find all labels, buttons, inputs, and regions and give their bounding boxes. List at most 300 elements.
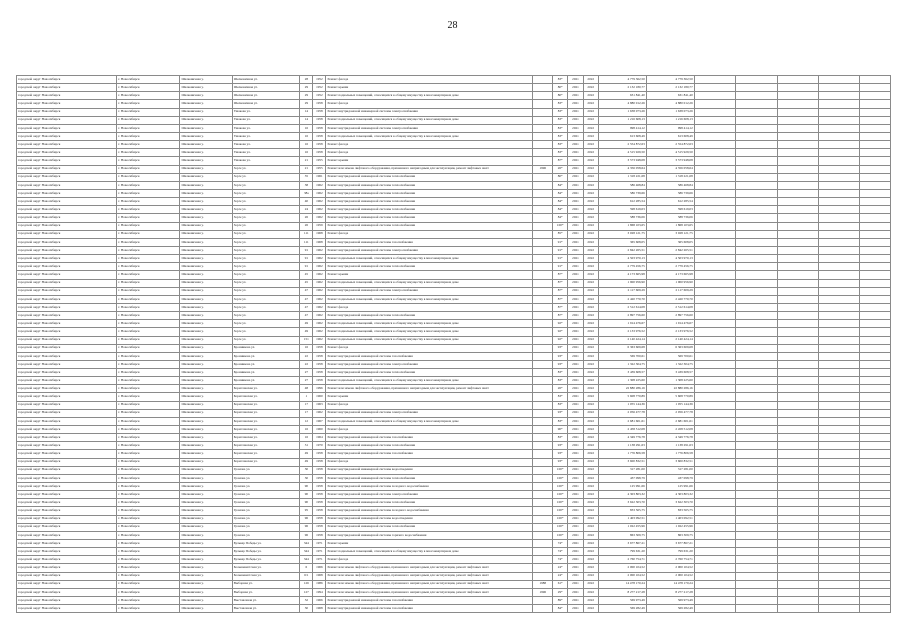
table-cell <box>694 605 735 613</box>
table-cell: Шелковичная у. <box>180 320 232 328</box>
table-cell: Ремонт крыши <box>326 540 533 548</box>
table-cell <box>736 328 777 336</box>
table-cell: 92* <box>553 336 568 344</box>
table-cell: городской округ Новосибирск <box>17 483 117 491</box>
table-cell: 1 <box>300 393 313 401</box>
table-cell: 80* <box>553 92 568 100</box>
table-cell <box>533 181 553 189</box>
table-cell: Шелковичная у. <box>180 271 232 279</box>
table-cell: Шелковичная ул. <box>232 84 300 92</box>
table-cell: 3 439 608,57 <box>598 369 646 377</box>
table-cell: 1 055 144,36 <box>598 401 646 409</box>
table-cell: городской округ Новосибирск <box>17 385 117 393</box>
table-cell: 1971 <box>313 540 326 548</box>
table-cell: Ремонт подвальных помещений, относящихся к общему имуществу в многоквартирном доме <box>326 320 533 328</box>
table-cell: 2 897 756,60 <box>598 312 646 320</box>
table-cell <box>533 499 553 507</box>
table-cell: 2021 <box>568 483 583 491</box>
table-cell: Ремонт внутридомовой инженерной системы электроснабжения <box>326 409 533 417</box>
table-cell: 61* <box>553 580 568 588</box>
table-cell <box>777 263 818 271</box>
table-cell: 14 478 170,24 <box>646 580 694 588</box>
table-cell <box>818 116 859 124</box>
table-cell: 30 <box>300 466 313 474</box>
table-cell <box>533 417 553 425</box>
table-cell <box>736 507 777 515</box>
table-cell: Громова ул. <box>232 491 300 499</box>
table-cell <box>694 141 735 149</box>
table-cell: городской округ Новосибирск <box>17 141 117 149</box>
table-cell: 1996 <box>313 385 326 393</box>
table-cell: городской округ Новосибирск <box>17 320 117 328</box>
table-cell: 45 <box>300 279 313 287</box>
table-cell: 2 512 614,08 <box>598 303 646 311</box>
table-cell: 1958 <box>313 458 326 466</box>
table-cell <box>860 483 891 491</box>
table-cell: 91* <box>553 246 568 254</box>
table-cell <box>818 360 859 368</box>
table-cell: 151 <box>300 336 313 344</box>
table-cell: Ремонт фасада <box>326 556 533 564</box>
table-cell: 87* <box>553 295 568 303</box>
table-cell: 1 322 304,75 <box>598 360 646 368</box>
table-cell: 22 880 286,16 <box>598 385 646 393</box>
table-cell: Бориславская ул. <box>232 409 300 417</box>
table-cell: 85* <box>553 230 568 238</box>
table-cell: 74* <box>553 556 568 564</box>
table-cell <box>533 124 553 132</box>
table-cell: 2021 <box>568 531 583 539</box>
table-cell <box>818 377 859 385</box>
table-cell <box>533 84 553 92</box>
table-cell: 111 <box>300 238 313 246</box>
table-cell <box>777 580 818 588</box>
table-cell <box>694 328 735 336</box>
capital-repair-table <box>16 75 891 613</box>
table-cell: 1962 <box>313 214 326 222</box>
table-cell: г. Новосибирск <box>117 76 180 84</box>
table-cell: 100* <box>553 499 568 507</box>
table-cell: Ремонт внутридомовой инженерной системы теплоснабжения <box>326 312 533 320</box>
table-cell: 2022 <box>583 246 598 254</box>
table-cell <box>694 548 735 556</box>
table-cell: городской округ Новосибирск <box>17 100 117 108</box>
table-cell <box>533 474 553 482</box>
table-cell <box>860 466 891 474</box>
table-cell: 1958 <box>313 141 326 149</box>
table-cell: городской округ Новосибирск <box>17 165 117 173</box>
table-cell: 1958 <box>313 344 326 352</box>
table-cell: г. Новосибирск <box>117 255 180 263</box>
table-cell: г. Новосибирск <box>117 483 180 491</box>
table-cell <box>860 198 891 206</box>
table-cell: 1952 <box>313 84 326 92</box>
table-cell: 2022 <box>583 360 598 368</box>
table-cell <box>818 230 859 238</box>
table-cell: 863 309,75 <box>598 531 646 539</box>
table-cell: 2 132 180,77 <box>598 84 646 92</box>
table-cell: 3 600 832,51 <box>598 458 646 466</box>
table-cell <box>736 198 777 206</box>
table-cell <box>694 401 735 409</box>
table-cell: 84* <box>553 181 568 189</box>
table-cell <box>777 189 818 197</box>
table-cell: 6 363 609,68 <box>646 344 694 352</box>
table-cell: 2021 <box>568 279 583 287</box>
table-row <box>17 312 891 320</box>
table-cell: 12 <box>300 417 313 425</box>
table-cell <box>818 385 859 393</box>
table-cell <box>818 149 859 157</box>
table-cell <box>694 458 735 466</box>
table-cell: 2022 <box>583 401 598 409</box>
table-cell: городской округ Новосибирск <box>17 531 117 539</box>
table-row <box>17 564 891 572</box>
table-cell <box>694 450 735 458</box>
table-cell <box>777 458 818 466</box>
table-cell: 1952 <box>313 92 326 100</box>
table-cell: г. Новосибирск <box>117 417 180 425</box>
table-cell <box>818 548 859 556</box>
table-cell: 1967 <box>313 417 326 425</box>
table-cell: г. Новосибирск <box>117 189 180 197</box>
table-cell: 48 <box>300 385 313 393</box>
table-cell: 2021 <box>568 450 583 458</box>
table-cell: 80* <box>553 84 568 92</box>
table-cell: 96 <box>300 523 313 531</box>
table-cell: городской округ Новосибирск <box>17 409 117 417</box>
table-row <box>17 466 891 474</box>
table-cell: 26 <box>300 222 313 230</box>
table-row <box>17 377 891 385</box>
table-cell: Шелковичная у. <box>180 344 232 352</box>
table-cell: 2022 <box>583 588 598 596</box>
table-cell <box>694 352 735 360</box>
table-cell: г. Новосибирск <box>117 328 180 336</box>
table-cell <box>533 230 553 238</box>
table-cell <box>860 230 891 238</box>
table-cell: 83* <box>553 149 568 157</box>
table-cell <box>736 466 777 474</box>
table-cell: Зорге ул. <box>232 165 300 173</box>
table-cell: г. Новосибирск <box>117 458 180 466</box>
table-cell: 1962 <box>313 295 326 303</box>
table-cell <box>533 548 553 556</box>
table-cell <box>694 474 735 482</box>
table-cell: Ушакова ул. <box>232 124 300 132</box>
table-cell: 93* <box>553 458 568 466</box>
table-cell: 2022 <box>583 556 598 564</box>
table-row <box>17 474 891 482</box>
table-cell: 2022 <box>583 124 598 132</box>
table-row <box>17 181 891 189</box>
table-cell: 96 <box>300 515 313 523</box>
table-cell: 2 760 754,71 <box>646 556 694 564</box>
table-cell: 1962 <box>313 246 326 254</box>
table-row <box>17 336 891 344</box>
table-cell: г. Новосибирск <box>117 279 180 287</box>
table-cell: Бориславская ул. <box>232 401 300 409</box>
table-cell <box>736 588 777 596</box>
table-cell <box>736 491 777 499</box>
table-cell: 2022 <box>583 92 598 100</box>
table-cell: 4 356 058,64 <box>646 165 694 173</box>
table-cell: 4 173 665,98 <box>646 271 694 279</box>
table-cell <box>736 230 777 238</box>
table-cell <box>860 132 891 140</box>
table-cell <box>818 336 859 344</box>
table-cell: 1962 <box>313 287 326 295</box>
table-cell <box>860 328 891 336</box>
table-cell <box>860 84 891 92</box>
table-cell: 4 880 012,26 <box>646 100 694 108</box>
table-cell: г. Новосибирск <box>117 507 180 515</box>
table-cell <box>736 238 777 246</box>
table-cell: Ремонт внутридомовой инженерной системы теплоснабжения <box>326 222 533 230</box>
table-cell <box>533 173 553 181</box>
table-cell: Ремонт подвальных помещений, относящихся к общему имуществу в многоквартирном доме <box>326 328 533 336</box>
table-cell: г. Новосибирск <box>117 499 180 507</box>
table-cell: 89* <box>553 597 568 605</box>
table-cell: 126 <box>300 580 313 588</box>
table-cell: 2 132 180,77 <box>646 84 694 92</box>
table-cell: Ремонт внутридомовой инженерной системы электроснабжения <box>326 360 533 368</box>
table-cell <box>777 564 818 572</box>
table-cell <box>860 499 891 507</box>
table-cell <box>777 597 818 605</box>
table-cell: 2021 <box>568 409 583 417</box>
table-cell: Большевистская ул. <box>232 564 300 572</box>
table-cell: 2022 <box>583 279 598 287</box>
table-cell <box>777 181 818 189</box>
table-cell: Ремонт внутридомовой инженерной системы электроснабжения <box>326 124 533 132</box>
table-cell: г. Новосибирск <box>117 157 180 165</box>
table-cell: 29 <box>300 100 313 108</box>
table-cell: 29* <box>553 588 568 596</box>
table-row <box>17 149 891 157</box>
table-cell <box>694 303 735 311</box>
table-cell: Зорге ул. <box>232 222 300 230</box>
table-cell: 2022 <box>583 499 598 507</box>
table-cell: городской округ Новосибирск <box>17 515 117 523</box>
table-cell <box>694 222 735 230</box>
table-cell <box>860 515 891 523</box>
table-cell: 2021 <box>568 157 583 165</box>
table-cell: городской округ Новосибирск <box>17 417 117 425</box>
table-cell: Шелковичная у. <box>180 92 232 100</box>
table-cell <box>777 312 818 320</box>
table-cell: Шелковичная у. <box>180 100 232 108</box>
table-cell: 2022 <box>583 312 598 320</box>
table-cell: городской округ Новосибирск <box>17 369 117 377</box>
table-cell: 612 285,54 <box>598 198 646 206</box>
table-cell: 16 <box>300 149 313 157</box>
table-cell: 1958 <box>313 515 326 523</box>
table-cell <box>694 124 735 132</box>
table-cell: Ремонт внутридомовой инженерной системы теплоснабжения <box>326 263 533 271</box>
table-cell: г. Новосибирск <box>117 377 180 385</box>
table-cell: 93* <box>553 360 568 368</box>
table-cell <box>736 303 777 311</box>
table-cell: 2021 <box>568 499 583 507</box>
table-cell <box>736 108 777 116</box>
table-cell: Ремонт подвальных помещений, относящихся к общему имуществу в многоквартирном доме <box>326 132 533 140</box>
table-row <box>17 320 891 328</box>
table-cell <box>533 76 553 84</box>
table-cell: Бориславская ул. <box>232 434 300 442</box>
table-cell <box>860 442 891 450</box>
table-cell: 2022 <box>583 409 598 417</box>
table-cell: 586 739,66 <box>646 189 694 197</box>
table-cell: 3 573 948,08 <box>598 157 646 165</box>
table-cell: Зорге ул. <box>232 206 300 214</box>
table-cell <box>533 116 553 124</box>
table-cell: 84* <box>553 214 568 222</box>
table-cell <box>533 483 553 491</box>
table-cell: 1 308 225,60 <box>598 377 646 385</box>
table-cell <box>694 165 735 173</box>
table-cell: Громова ул. <box>232 531 300 539</box>
table-cell <box>736 206 777 214</box>
table-cell: 2021 <box>568 303 583 311</box>
table-row <box>17 230 891 238</box>
table-cell <box>736 597 777 605</box>
table-cell <box>736 360 777 368</box>
table-cell <box>818 328 859 336</box>
table-cell <box>860 149 891 157</box>
table-cell: 1 216 608,13 <box>598 116 646 124</box>
table-cell: Ремонт подвальных помещений, относящихся к общему имуществу в многоквартирном доме <box>326 377 533 385</box>
table-cell: 586 739,66 <box>598 189 646 197</box>
table-cell <box>736 312 777 320</box>
table-cell: 84* <box>553 189 568 197</box>
table-cell: г. Новосибирск <box>117 466 180 474</box>
table-cell: 1960 <box>313 393 326 401</box>
table-cell: 1 868 103,65 <box>646 222 694 230</box>
table-cell <box>777 84 818 92</box>
table-cell: 21 <box>300 165 313 173</box>
table-cell: 21 <box>300 157 313 165</box>
table-row <box>17 271 891 279</box>
table-cell: 6 363 609,68 <box>598 344 646 352</box>
table-cell: 4 303 803,32 <box>598 491 646 499</box>
table-cell: 2021 <box>568 271 583 279</box>
table-cell <box>694 442 735 450</box>
table-cell: 91 <box>300 246 313 254</box>
table-cell <box>777 417 818 425</box>
table-cell: Бориславская ул. <box>232 450 300 458</box>
table-cell <box>736 352 777 360</box>
table-cell: 1 055 144,36 <box>646 401 694 409</box>
table-cell: 1958 <box>313 108 326 116</box>
table-cell: Бориславская ул. <box>232 385 300 393</box>
table-cell: 2021 <box>568 540 583 548</box>
table-cell: 5 608 770,89 <box>646 393 694 401</box>
table-cell <box>818 92 859 100</box>
table-cell: 2021 <box>568 181 583 189</box>
table-cell: Ремонт внутридомовой инженерной системы теплоснабжения <box>326 474 533 482</box>
table-cell <box>533 303 553 311</box>
table-cell: 2022 <box>583 605 598 613</box>
table-cell: 1962 <box>313 181 326 189</box>
table-cell: городской округ Новосибирск <box>17 458 117 466</box>
table-cell: 1966 <box>313 597 326 605</box>
table-cell: г. Новосибирск <box>117 246 180 254</box>
table-cell <box>777 442 818 450</box>
table-cell <box>860 124 891 132</box>
table-cell: 2021 <box>568 572 583 580</box>
table-cell <box>777 230 818 238</box>
table-cell <box>860 279 891 287</box>
table-cell: 2 133 976,52 <box>646 328 694 336</box>
table-cell: 1970 <box>313 442 326 450</box>
table-cell: 2021 <box>568 165 583 173</box>
table-cell <box>818 344 859 352</box>
table-cell: Ремонт внутридомовой инженерной системы теплоснабжения <box>326 499 533 507</box>
table-cell: Выборная ул. <box>232 588 300 596</box>
table-cell <box>777 523 818 531</box>
table-cell <box>736 295 777 303</box>
table-cell: 588 736,06 <box>598 214 646 222</box>
table-cell: 100* <box>553 507 568 515</box>
table-cell: г. Новосибирск <box>117 572 180 580</box>
table-cell <box>777 548 818 556</box>
table-cell <box>860 263 891 271</box>
table-cell <box>694 157 735 165</box>
table-cell <box>533 344 553 352</box>
table-cell: городской округ Новосибирск <box>17 263 117 271</box>
table-cell: 1 216 608,13 <box>646 116 694 124</box>
table-cell: Громова ул. <box>232 483 300 491</box>
table-cell: 4 356 058,64 <box>598 165 646 173</box>
table-cell <box>860 312 891 320</box>
table-row <box>17 499 891 507</box>
table-cell: 1 776 806,58 <box>598 450 646 458</box>
table-cell: 2 117 609,29 <box>598 287 646 295</box>
table-cell <box>533 409 553 417</box>
table-row <box>17 100 891 108</box>
table-cell: городской округ Новосибирск <box>17 238 117 246</box>
table-cell: 2022 <box>583 303 598 311</box>
table-cell: 1962 <box>313 279 326 287</box>
table-cell: Шелковичная у. <box>180 141 232 149</box>
table-cell: городской округ Новосибирск <box>17 401 117 409</box>
table-cell <box>736 483 777 491</box>
table-cell: 100* <box>553 491 568 499</box>
table-cell: 100* <box>553 483 568 491</box>
table-cell: 6 <box>300 564 313 572</box>
table-cell <box>818 450 859 458</box>
table-cell <box>818 442 859 450</box>
table-cell: Ремонт крыши <box>326 271 533 279</box>
table-cell: 1 638 073,26 <box>598 108 646 116</box>
table-cell: г. Новосибирск <box>117 564 180 572</box>
table-row <box>17 173 891 181</box>
table-cell: 2022 <box>583 181 598 189</box>
table-cell <box>736 84 777 92</box>
table-cell <box>533 336 553 344</box>
table-cell: 1968 <box>313 238 326 246</box>
table-cell: г. Новосибирск <box>117 540 180 548</box>
table-cell <box>533 507 553 515</box>
table-cell <box>694 76 735 84</box>
table-cell: 2021 <box>568 84 583 92</box>
table-cell <box>777 279 818 287</box>
table-cell: 2021 <box>568 369 583 377</box>
table-cell: 29 <box>300 92 313 100</box>
table-cell <box>694 108 735 116</box>
table-cell: 2 420 770,70 <box>598 295 646 303</box>
